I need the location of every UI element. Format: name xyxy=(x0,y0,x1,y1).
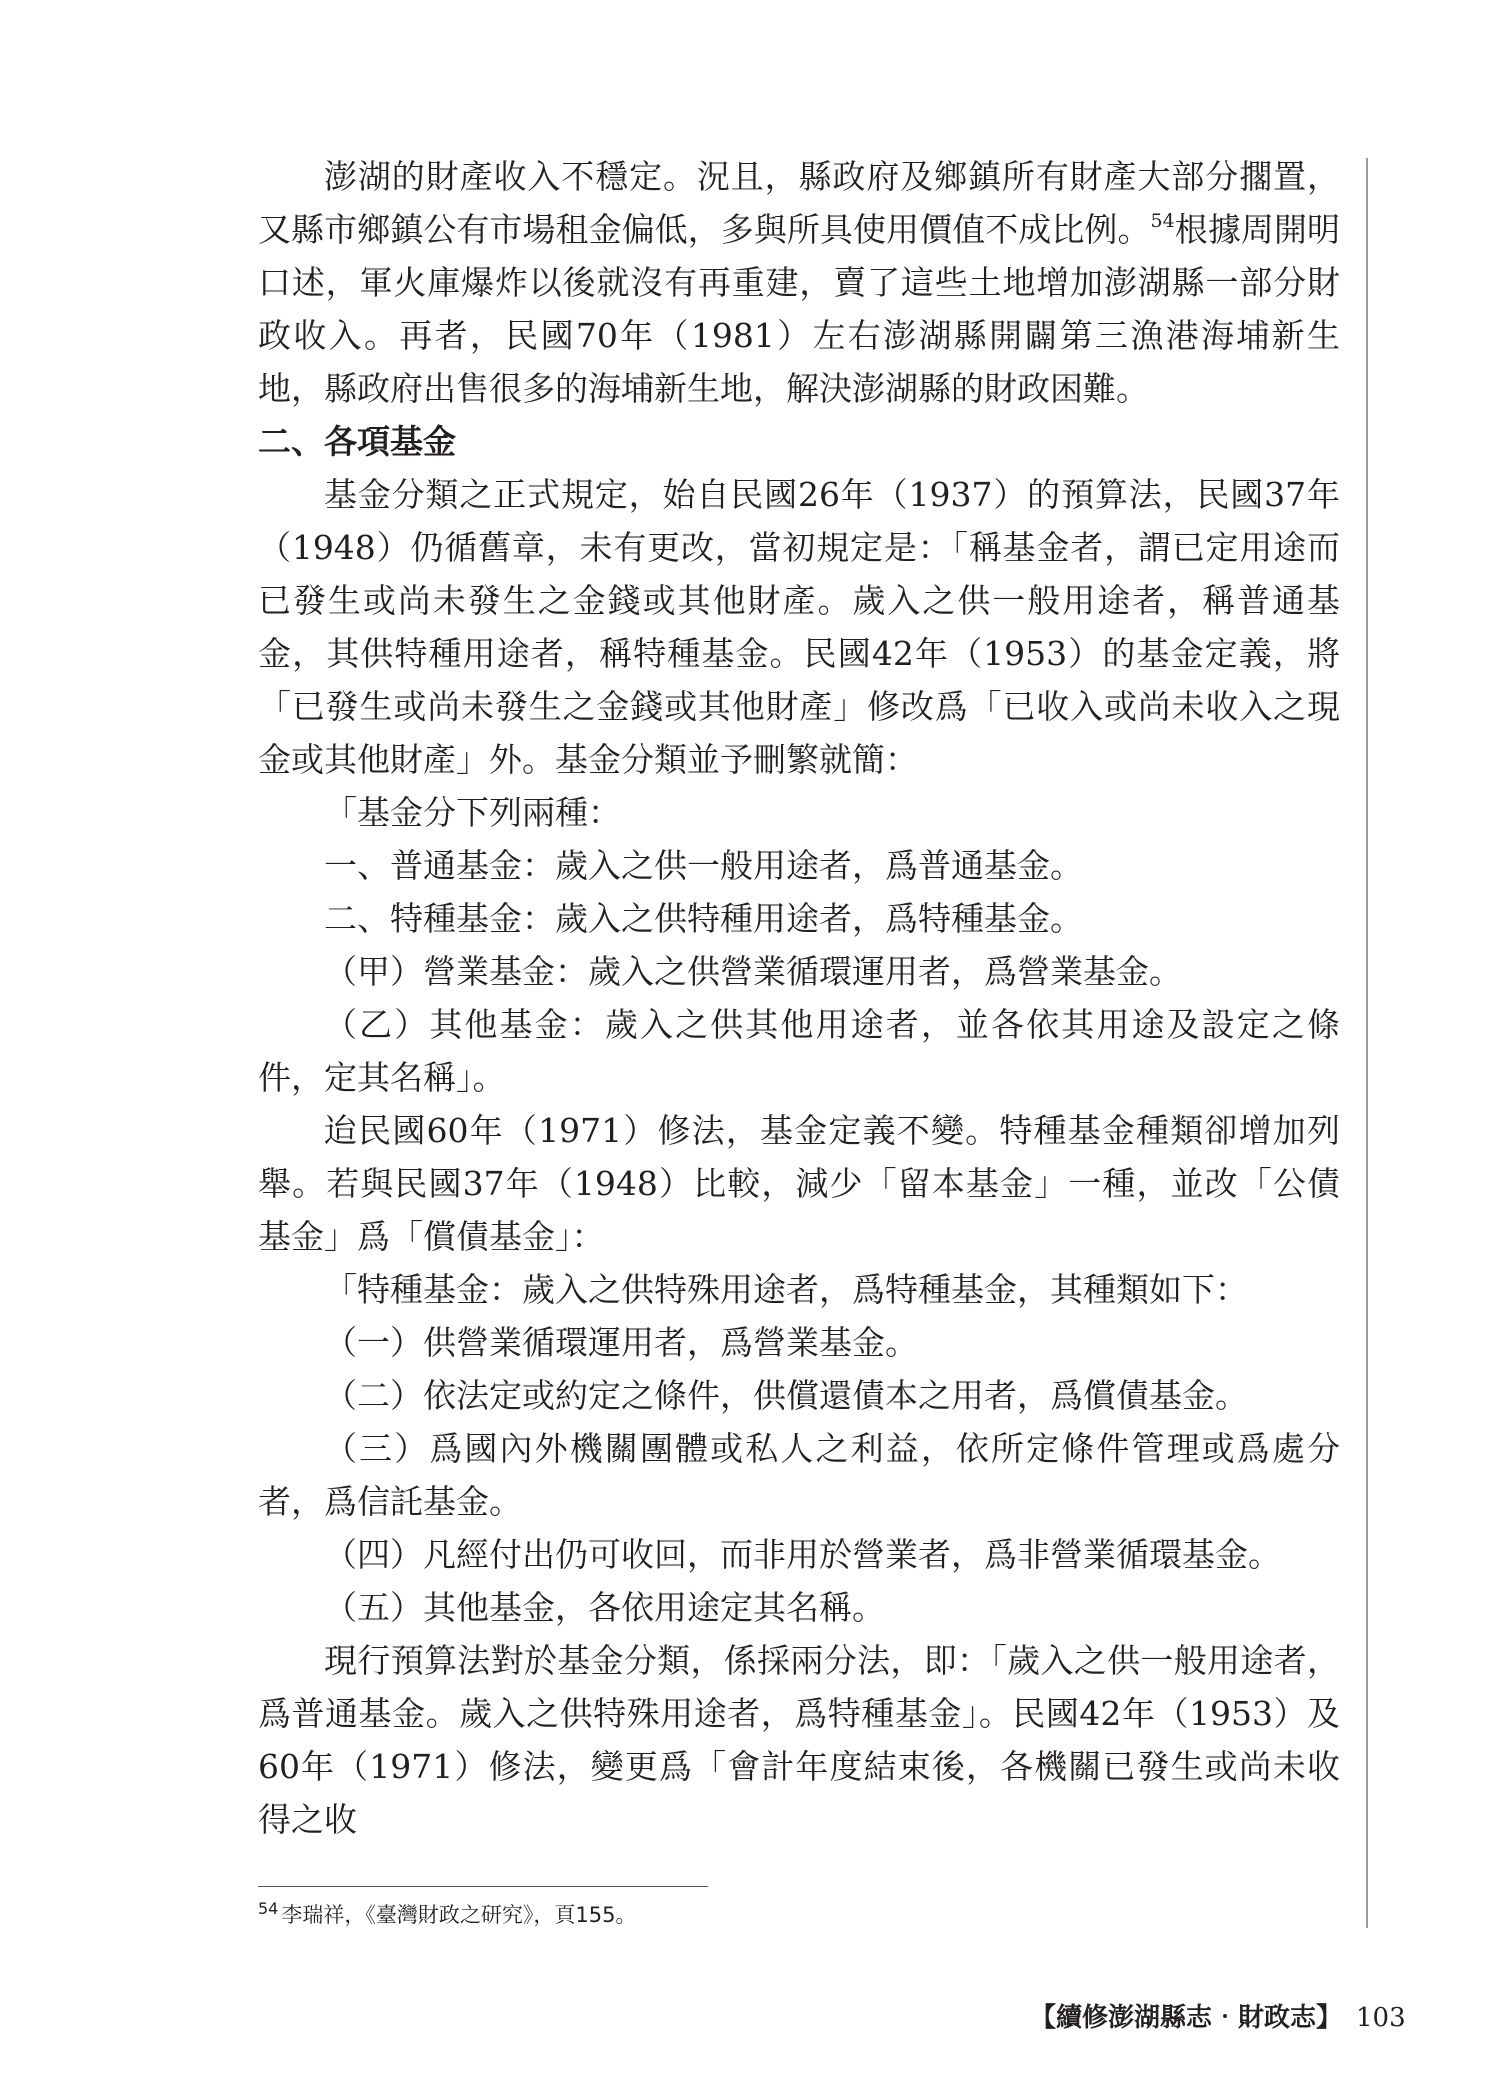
list-line-2: （一）供營業循環運用者，爲營業基金。 xyxy=(324,1323,918,1362)
footnote-number: 54 xyxy=(258,1899,279,1918)
paragraph-2: 基金分類之正式規定，始自民國26年（1937）的預算法，民國37年（1948）仍循舊章，未有更改，當初規定是：「稱基金者，謂已定用途而已發生或尚未發生之金錢或其他財產。歲入之供一般用途者，稱普通基金，其供特種用途者，稱特種基金。民國42年（1953）的基金定義，將「已發生或尚未發生之金錢或其他財產」修改爲「已收入或尚未收入之現金或其他財產」外。基金分類並予刪繁就簡： xyxy=(258,475,1340,779)
quote-line-1: 「基金分下列兩種： xyxy=(324,793,621,832)
quote-line-5: （乙）其他基金：歲入之供其他用途者，並各依其用途及設定之條件，定其名稱」。 xyxy=(258,1005,1340,1097)
paragraph-1 xyxy=(258,150,1340,415)
list-line-5: （四）凡經付出仍可收回，而非用於營業者，爲非營業循環基金。 xyxy=(324,1535,1281,1574)
list-line-6: （五）其他基金，各依用途定其名稱。 xyxy=(324,1588,885,1627)
quote-line-3: 二、特種基金：歲入之供特種用途者，爲特種基金。 xyxy=(324,899,1083,938)
footnote-text: 李瑞祥，《臺灣財政之研究》，頁155。 xyxy=(281,1903,637,1927)
list-line-1: 「特種基金：歲入之供特殊用途者，爲特種基金，其種類如下： xyxy=(324,1270,1248,1309)
footnote-reference[interactable]: 54 xyxy=(1150,210,1175,232)
paragraph-1-continued: 根據周開明口述，軍火庫爆炸以後就沒有再重建，賣了這些土地增加澎湖縣一部分財政收入。再者，民國70年（1981）左右澎湖縣開闢第三漁港海埔新生地，縣政府出售很多的海埔新生地，解決澎湖縣的財政困難。 xyxy=(258,210,1341,408)
list-line-3: （二）依法定或約定之條件，供償還債本之用者，爲償債基金。 xyxy=(324,1376,1248,1415)
book-title: 【續修澎湖縣志‧財政志】 xyxy=(1030,2003,1343,2033)
list-line-4: （三）爲國內外機關團體或私人之利益，依所定條件管理或爲處分者，爲信託基金。 xyxy=(258,1429,1340,1521)
footnote-rule xyxy=(258,1886,708,1887)
paragraph-4: 現行預算法對於基金分類，係採兩分法，即：「歲入之供一般用途者，爲普通基金。歲入之供特殊用途者，爲特種基金」。民國42年（1953）及60年（1971）修法，變更爲「會計年度結束後，各機關已發生或尚未收得之收 xyxy=(258,1641,1340,1839)
page-number: 103 xyxy=(1356,2003,1406,2033)
quote-line-2: 一、普通基金：歲入之供一般用途者，爲普通基金。 xyxy=(324,846,1083,885)
running-footer xyxy=(1030,2000,1406,2036)
paragraph-3: 迨民國60年（1971）修法，基金定義不變。特種基金種類卻增加列舉。若與民國37年（1948）比較，減少「留本基金」一種，並改「公債基金」爲「償債基金」： xyxy=(258,1111,1340,1256)
quote-line-4: （甲）營業基金：歲入之供營業循環運用者，爲營業基金。 xyxy=(324,952,1182,991)
section-heading: 二、各項基金 xyxy=(258,422,456,461)
margin-rule xyxy=(1366,158,1368,1928)
body-text xyxy=(258,150,1340,1846)
footnote xyxy=(258,1900,636,1930)
paragraph-1-text: 澎湖的財產收入不穩定。況且，縣政府及鄉鎮所有財產大部分擱置，又縣市鄉鎮公有市場租金偏低，多與所具使用價值不成比例。 xyxy=(258,157,1340,249)
